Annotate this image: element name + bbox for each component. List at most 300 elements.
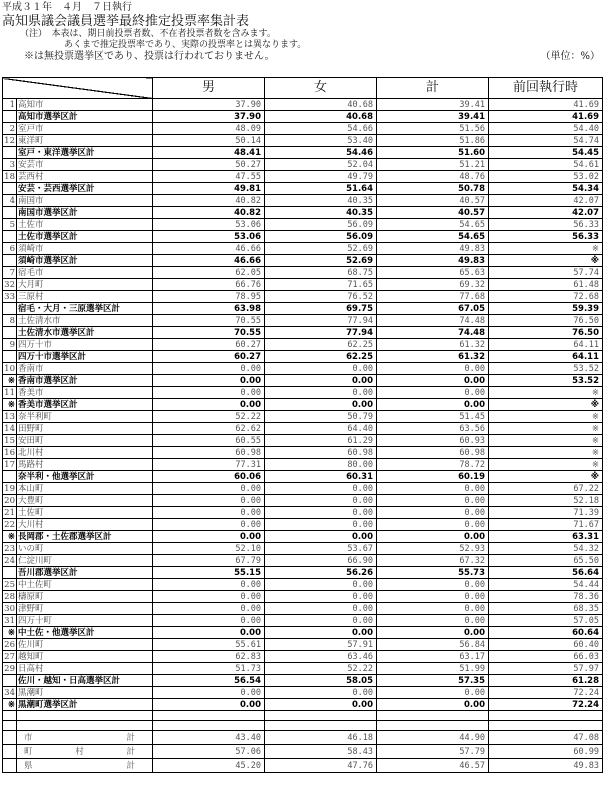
total-value-cell: 74.48 — [377, 315, 489, 327]
row-number-cell — [3, 721, 17, 731]
table-row — [3, 603, 603, 615]
row-number-cell: ※ — [3, 399, 17, 411]
female-value-cell: 0.00 — [265, 627, 377, 639]
table-row — [3, 639, 603, 651]
district-subtotal-row — [3, 303, 603, 315]
previous-value-cell: ※ — [489, 411, 603, 423]
female-value-cell: 0.00 — [265, 387, 377, 399]
female-value-cell: 0.00 — [265, 687, 377, 699]
row-number-cell: 21 — [4, 507, 15, 518]
row-name-cell: 室戸市 — [17, 123, 153, 135]
row-number-cell: 33 — [4, 291, 15, 302]
row-number-cell — [3, 711, 17, 721]
female-value-cell: 0.00 — [265, 483, 377, 495]
previous-value-cell: 54.40 — [489, 123, 603, 135]
total-value-cell: 0.00 — [377, 375, 489, 387]
total-value-cell: 0.00 — [377, 531, 489, 543]
female-value-cell: 0.00 — [265, 591, 377, 603]
previous-value-cell: 42.07 — [489, 207, 603, 219]
previous-value-cell: 42.07 — [489, 195, 603, 207]
row-name-cell: 土佐市選挙区計 — [17, 231, 153, 243]
total-value-cell: 0.00 — [377, 507, 489, 519]
previous-value-cell: 78.36 — [489, 591, 603, 603]
table-row — [3, 315, 603, 327]
male-value-cell: 0.00 — [153, 591, 265, 603]
row-number-cell — [3, 351, 17, 363]
total-value-cell: 63.17 — [377, 651, 489, 663]
male-value-cell: 60.55 — [153, 435, 265, 447]
row-number-cell — [3, 183, 17, 195]
district-subtotal-row — [3, 351, 603, 363]
male-value-cell: 0.00 — [153, 519, 265, 531]
table-row — [3, 507, 603, 519]
row-number-cell — [3, 759, 17, 773]
note-line-2: あくまで推定投票率であり、実際の投票率とは異なります。 — [64, 40, 307, 50]
female-value-cell: 50.79 — [265, 411, 377, 423]
male-value-cell: 40.82 — [153, 195, 265, 207]
row-number-cell: 12 — [4, 135, 15, 146]
total-value-cell: 57.79 — [377, 745, 489, 759]
total-label-part: 村 — [75, 746, 85, 757]
total-value-cell: 55.73 — [377, 567, 489, 579]
female-value-cell: 0.00 — [265, 531, 377, 543]
table-row — [3, 363, 603, 375]
male-value-cell: 60.06 — [153, 471, 265, 483]
table-row — [3, 135, 603, 147]
female-value-cell: 52.22 — [265, 663, 377, 675]
row-name-cell: 土佐市 — [17, 219, 153, 231]
female-value-cell: 0.00 — [265, 363, 377, 375]
female-value-cell: 47.76 — [265, 759, 377, 773]
row-number-cell: 2 — [3, 123, 17, 135]
row-name-cell: 高知市選挙区計 — [17, 111, 153, 123]
total-value-cell: 74.48 — [377, 327, 489, 339]
table-row — [3, 291, 603, 303]
male-value-cell: 56.54 — [153, 675, 265, 687]
previous-value-cell: 53.02 — [489, 171, 603, 183]
previous-value-cell: 56.33 — [489, 231, 603, 243]
total-value-cell: 0.00 — [377, 687, 489, 699]
previous-value-cell: 68.35 — [489, 603, 603, 615]
row-number-cell: 34 — [4, 687, 15, 698]
row-name-cell: 四万十市 — [17, 339, 153, 351]
female-value-cell: 52.69 — [265, 255, 377, 267]
male-value-cell: 0.00 — [153, 579, 265, 591]
previous-value-cell: 53.52 — [489, 375, 603, 387]
total-value-cell: 50.78 — [377, 183, 489, 195]
column-header-female: 女 — [265, 78, 377, 99]
table-row — [3, 447, 603, 459]
male-value-cell: 70.55 — [153, 315, 265, 327]
district-subtotal-row — [3, 675, 603, 687]
male-value-cell: 77.31 — [153, 459, 265, 471]
row-number-cell: 29 — [4, 663, 15, 674]
row-name-cell: 三原村 — [17, 291, 153, 303]
male-value-cell: 62.05 — [153, 267, 265, 279]
male-value-cell: 0.00 — [153, 399, 265, 411]
male-value-cell: 53.06 — [153, 219, 265, 231]
female-value-cell: 53.67 — [265, 543, 377, 555]
row-name-cell: 香美市 — [17, 387, 153, 399]
male-value-cell: 0.00 — [153, 375, 265, 387]
previous-value-cell — [489, 721, 603, 731]
total-value-cell: 0.00 — [377, 483, 489, 495]
total-value-cell: 60.93 — [377, 435, 489, 447]
male-value-cell: 0.00 — [153, 699, 265, 711]
previous-value-cell: 54.74 — [489, 135, 603, 147]
total-value-cell: 67.32 — [377, 555, 489, 567]
total-value-cell: 0.00 — [377, 363, 489, 375]
previous-value-cell: 54.61 — [489, 159, 603, 171]
row-name-cell: 安芸市 — [17, 159, 153, 171]
previous-value-cell: 54.32 — [489, 543, 603, 555]
row-number-cell: 11 — [4, 387, 15, 398]
total-label — [18, 733, 152, 743]
row-name-cell: 宿毛市 — [17, 267, 153, 279]
female-value-cell: 58.05 — [265, 675, 377, 687]
female-value-cell: 49.79 — [265, 171, 377, 183]
total-value-cell: 51.21 — [377, 159, 489, 171]
row-number-cell: 25 — [4, 579, 15, 590]
total-value-cell: 0.00 — [377, 591, 489, 603]
total-value-cell: 78.72 — [377, 459, 489, 471]
male-value-cell: 70.55 — [153, 327, 265, 339]
row-number-cell: ※ — [3, 627, 17, 639]
total-value-cell: 56.84 — [377, 639, 489, 651]
total-value-cell: 40.57 — [377, 195, 489, 207]
total-value-cell: 0.00 — [377, 519, 489, 531]
previous-value-cell: 57.97 — [489, 663, 603, 675]
table-row — [3, 555, 603, 567]
row-number-cell: 22 — [4, 519, 15, 530]
total-value-cell: 0.00 — [377, 627, 489, 639]
row-name-cell: 大川村 — [17, 519, 153, 531]
row-name-cell: いの町 — [17, 543, 153, 555]
table-row — [3, 243, 603, 255]
row-name-cell: 安田町 — [17, 435, 153, 447]
total-label-part: 県 — [24, 760, 34, 771]
previous-value-cell: 71.67 — [489, 519, 603, 531]
table-row — [3, 267, 603, 279]
row-number-cell: 19 — [4, 483, 15, 494]
male-value-cell: 0.00 — [153, 363, 265, 375]
unit-label: （単位：%） — [540, 51, 600, 62]
total-value-cell: 52.93 — [377, 543, 489, 555]
female-value-cell: 61.29 — [265, 435, 377, 447]
district-subtotal-row — [3, 255, 603, 267]
note-label: （注） — [20, 29, 43, 39]
row-number-cell — [3, 567, 17, 579]
row-name-cell: 須崎市 — [17, 243, 153, 255]
previous-value-cell: ※ — [489, 447, 603, 459]
total-value-cell: 49.83 — [377, 243, 489, 255]
previous-value-cell: 66.03 — [489, 651, 603, 663]
previous-value-cell: ※ — [489, 459, 603, 471]
female-value-cell: 46.18 — [265, 731, 377, 745]
previous-value-cell: 60.40 — [489, 639, 603, 651]
row-name-cell: 長岡郡・土佐郡選挙区計 — [17, 531, 153, 543]
table-row — [3, 219, 603, 231]
male-value-cell: 0.00 — [153, 387, 265, 399]
table-row — [3, 387, 603, 399]
row-name-cell: 安芸・芸西選挙区計 — [17, 183, 153, 195]
previous-value-cell: 52.18 — [489, 495, 603, 507]
row-number-cell: 4 — [3, 195, 17, 207]
row-name-cell: 馬路村 — [17, 459, 153, 471]
grand-total-row — [3, 759, 603, 773]
note-line-3: ※は無投票選挙区であり、投票は行われておりません。 — [24, 51, 275, 62]
female-value-cell: 77.94 — [265, 315, 377, 327]
row-name-cell: 土佐清水市 — [17, 315, 153, 327]
female-value-cell: 52.69 — [265, 243, 377, 255]
row-name-cell: 田野町 — [17, 423, 153, 435]
row-name-cell: 室戸・東洋選挙区計 — [17, 147, 153, 159]
total-value-cell: 51.45 — [377, 411, 489, 423]
row-number-cell: 8 — [3, 315, 17, 327]
district-subtotal-row — [3, 111, 603, 123]
row-name-cell: 須崎市選挙区計 — [17, 255, 153, 267]
female-value-cell: 58.43 — [265, 745, 377, 759]
row-number-cell: 18 — [4, 171, 15, 182]
female-value-cell: 62.25 — [265, 339, 377, 351]
female-value-cell: 0.00 — [265, 495, 377, 507]
previous-value-cell: 54.34 — [489, 183, 603, 195]
male-value-cell: 67.79 — [153, 555, 265, 567]
table-header-row — [3, 78, 603, 99]
total-value-cell: 67.05 — [377, 303, 489, 315]
male-value-cell: 37.90 — [153, 111, 265, 123]
row-name-cell: 佐川町 — [17, 639, 153, 651]
total-value-cell: 51.86 — [377, 135, 489, 147]
female-value-cell — [265, 711, 377, 721]
female-value-cell: 57.91 — [265, 639, 377, 651]
table-row — [3, 615, 603, 627]
total-value-cell: 60.19 — [377, 471, 489, 483]
table-row — [3, 159, 603, 171]
row-name-cell: 土佐町 — [17, 507, 153, 519]
previous-value-cell: 59.39 — [489, 303, 603, 315]
row-number-cell: 3 — [3, 159, 17, 171]
row-number-cell: 6 — [3, 243, 17, 255]
district-subtotal-row — [3, 231, 603, 243]
total-label-part: 町 — [24, 746, 34, 757]
previous-value-cell: ※ — [489, 435, 603, 447]
table-row — [3, 171, 603, 183]
district-subtotal-row — [3, 327, 603, 339]
male-value-cell: 46.66 — [153, 243, 265, 255]
row-number-cell: 17 — [4, 459, 15, 470]
row-name-cell: 香南市 — [17, 363, 153, 375]
previous-value-cell: 56.64 — [489, 567, 603, 579]
male-value-cell: 45.20 — [153, 759, 265, 773]
total-value-cell: 46.57 — [377, 759, 489, 773]
male-value-cell: 0.00 — [153, 603, 265, 615]
previous-value-cell: ※ — [489, 471, 603, 483]
total-value-cell: 0.00 — [377, 603, 489, 615]
total-value-cell: 69.32 — [377, 279, 489, 291]
row-number-cell: 9 — [3, 339, 17, 351]
blank-row — [3, 711, 603, 721]
female-value-cell: 53.40 — [265, 135, 377, 147]
total-value-cell: 40.57 — [377, 207, 489, 219]
previous-value-cell: 47.08 — [489, 731, 603, 745]
table-row — [3, 339, 603, 351]
total-value-cell: 39.41 — [377, 111, 489, 123]
female-value-cell: 56.26 — [265, 567, 377, 579]
table-row — [3, 411, 603, 423]
male-value-cell: 50.14 — [153, 135, 265, 147]
row-number-cell — [3, 303, 17, 315]
note-row — [2, 51, 602, 63]
row-name-cell: 日高村 — [17, 663, 153, 675]
table-row — [3, 435, 603, 447]
total-value-cell — [377, 721, 489, 731]
female-value-cell: 0.00 — [265, 519, 377, 531]
table-row — [3, 651, 603, 663]
female-value-cell: 69.75 — [265, 303, 377, 315]
district-subtotal-row — [3, 567, 603, 579]
row-name-cell: 仁淀川町 — [17, 555, 153, 567]
female-value-cell: 62.25 — [265, 351, 377, 363]
row-name-cell: 香南市選挙区計 — [17, 375, 153, 387]
female-value-cell: 0.00 — [265, 375, 377, 387]
row-number-cell — [3, 231, 17, 243]
female-value-cell: 52.04 — [265, 159, 377, 171]
previous-value-cell: 61.28 — [489, 675, 603, 687]
district-subtotal-row — [3, 699, 603, 711]
male-value-cell: 60.27 — [153, 339, 265, 351]
previous-value-cell: 76.50 — [489, 327, 603, 339]
table-row — [3, 663, 603, 675]
male-value-cell: 63.98 — [153, 303, 265, 315]
row-name-cell: 土佐清水市選挙区計 — [17, 327, 153, 339]
previous-value-cell: ※ — [489, 243, 603, 255]
row-name-cell: 高知市 — [17, 99, 153, 111]
total-value-cell: 63.56 — [377, 423, 489, 435]
row-number-cell: 23 — [4, 543, 15, 554]
female-value-cell: 80.00 — [265, 459, 377, 471]
total-value-cell: 60.98 — [377, 447, 489, 459]
row-number-cell: ※ — [3, 375, 17, 387]
row-number-cell: 32 — [4, 279, 15, 290]
column-header-previous: 前回執行時 — [489, 78, 603, 99]
male-value-cell: 66.76 — [153, 279, 265, 291]
male-value-cell: 0.00 — [153, 687, 265, 699]
row-name-cell: 大豊町 — [17, 495, 153, 507]
table-row — [3, 195, 603, 207]
total-value-cell: 57.35 — [377, 675, 489, 687]
table-body — [3, 99, 603, 773]
grand-total-row — [3, 745, 603, 759]
row-number-cell: ※ — [3, 699, 17, 711]
row-name-cell: 吾川郡選挙区計 — [17, 567, 153, 579]
female-value-cell: 60.98 — [265, 447, 377, 459]
table-row — [3, 99, 603, 111]
previous-value-cell: 72.24 — [489, 687, 603, 699]
row-name-cell: 黒潮町選挙区計 — [17, 699, 153, 711]
total-label-part: 市 — [24, 732, 34, 743]
previous-value-cell: 57.05 — [489, 615, 603, 627]
district-subtotal-row — [3, 627, 603, 639]
election-date: 平成３１年 ４月 ７日執行 — [2, 2, 132, 13]
female-value-cell: 71.65 — [265, 279, 377, 291]
male-value-cell: 0.00 — [153, 615, 265, 627]
female-value-cell: 40.68 — [265, 99, 377, 111]
total-value-cell: 39.41 — [377, 99, 489, 111]
female-value-cell: 66.90 — [265, 555, 377, 567]
row-name-cell: 中土佐町 — [17, 579, 153, 591]
row-number-cell — [3, 255, 17, 267]
female-value-cell — [265, 721, 377, 731]
row-number-cell — [3, 731, 17, 745]
female-value-cell: 54.46 — [265, 147, 377, 159]
previous-value-cell: 41.69 — [489, 111, 603, 123]
male-value-cell — [153, 721, 265, 731]
male-value-cell: 53.06 — [153, 231, 265, 243]
previous-value-cell: 76.50 — [489, 315, 603, 327]
female-value-cell: 0.00 — [265, 399, 377, 411]
row-name-cell: 中土佐・他選挙区計 — [17, 627, 153, 639]
male-value-cell: 43.40 — [153, 731, 265, 745]
male-value-cell: 49.81 — [153, 183, 265, 195]
row-name-cell: 津野町 — [17, 603, 153, 615]
table-row — [3, 483, 603, 495]
male-value-cell: 60.27 — [153, 351, 265, 363]
male-value-cell: 0.00 — [153, 507, 265, 519]
row-name-cell: 南国市 — [17, 195, 153, 207]
total-value-cell: 0.00 — [377, 615, 489, 627]
district-subtotal-row — [3, 375, 603, 387]
total-label — [18, 747, 152, 757]
previous-value-cell: 53.52 — [489, 363, 603, 375]
female-value-cell: 40.35 — [265, 195, 377, 207]
row-name-cell: 黒潮町 — [17, 687, 153, 699]
total-value-cell: 0.00 — [377, 579, 489, 591]
row-name-cell: 本山町 — [17, 483, 153, 495]
row-name-cell: 奈半利・他選挙区計 — [17, 471, 153, 483]
row-name-cell — [17, 711, 153, 721]
column-header-male: 男 — [153, 78, 265, 99]
previous-value-cell: 56.33 — [489, 219, 603, 231]
previous-value-cell: 64.11 — [489, 339, 603, 351]
row-number-cell: 10 — [4, 363, 15, 374]
previous-value-cell: 67.22 — [489, 483, 603, 495]
female-value-cell: 54.66 — [265, 123, 377, 135]
female-value-cell: 68.75 — [265, 267, 377, 279]
total-label-part: 計 — [126, 760, 136, 771]
turnout-table — [2, 77, 603, 773]
male-value-cell: 60.98 — [153, 447, 265, 459]
male-value-cell: 51.73 — [153, 663, 265, 675]
row-number-cell: 30 — [4, 603, 15, 614]
blank-row — [3, 721, 603, 731]
row-name-cell — [17, 721, 153, 731]
table-row — [3, 579, 603, 591]
table-row — [3, 459, 603, 471]
table-row — [3, 423, 603, 435]
total-value-cell — [377, 711, 489, 721]
male-value-cell: 55.15 — [153, 567, 265, 579]
previous-value-cell: 72.68 — [489, 291, 603, 303]
district-subtotal-row — [3, 471, 603, 483]
row-number-cell: 1 — [3, 99, 17, 111]
header-corner-cell — [3, 78, 153, 99]
column-header-total: 計 — [377, 78, 489, 99]
total-value-cell: 51.60 — [377, 147, 489, 159]
previous-value-cell: 60.99 — [489, 745, 603, 759]
total-value-cell: 0.00 — [377, 495, 489, 507]
previous-value-cell: 54.44 — [489, 579, 603, 591]
